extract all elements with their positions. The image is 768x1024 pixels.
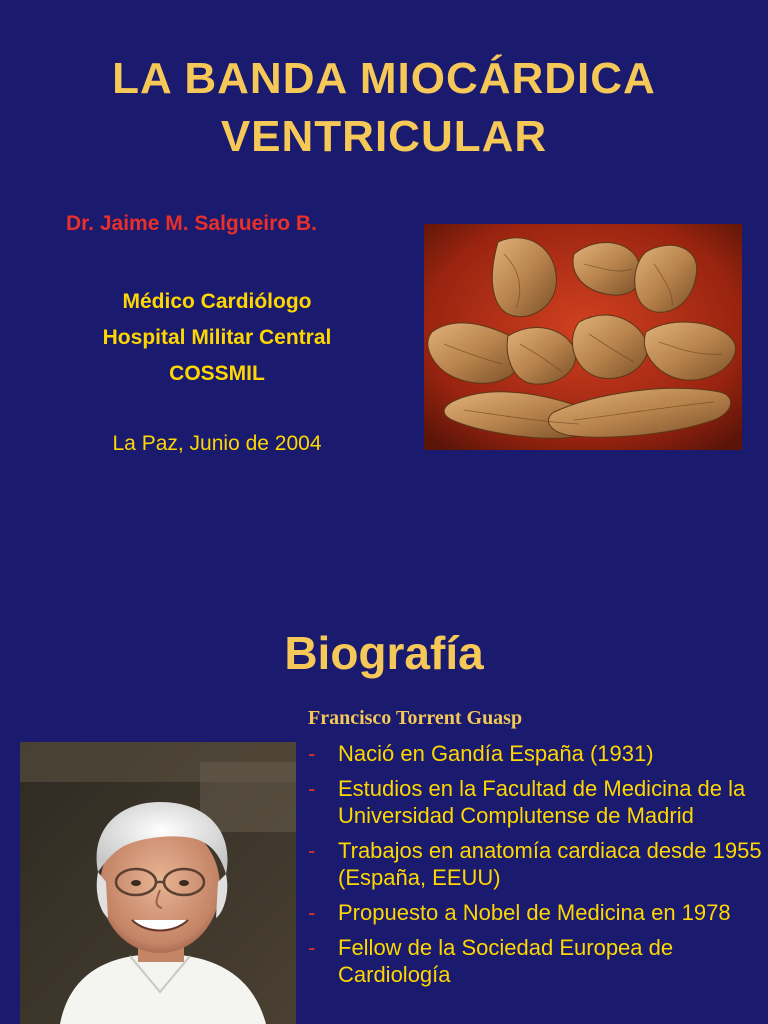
hospital-name: Hospital Militar Central [102, 326, 332, 349]
title-line-1: LA BANDA MIOCÁRDICA [112, 54, 656, 103]
portrait-photo [20, 742, 296, 1024]
list-item [308, 740, 768, 767]
author-name: Dr. Jaime M. Salgueiro B. [66, 212, 317, 235]
bullet-marker: - [308, 741, 316, 766]
bullet-marker: - [308, 776, 316, 801]
bullet-marker: - [308, 900, 316, 925]
organization-name: COSSMIL [169, 362, 265, 385]
list-item-text: Fellow de la Sociedad Europea de Cardiología [338, 935, 674, 987]
list-item-text: Trabajos en anatomía cardiaca desde 1955 (España, EEUU) [338, 838, 762, 890]
author-role: Médico Cardiólogo [122, 290, 312, 313]
biography-slide [0, 580, 768, 1024]
list-item-text: Propuesto a Nobel de Medicina en 1978 [338, 900, 731, 925]
subject-name: Francisco Torrent Guasp [308, 707, 523, 729]
list-item [308, 934, 768, 988]
heart-specimen-photo [424, 224, 742, 450]
presentation-title [0, 50, 768, 166]
list-item-text: Estudios en la Facultad de Medicina de la Universidad Complutense de Madrid [338, 776, 746, 828]
author-affiliation [42, 284, 392, 392]
bullet-marker: - [308, 838, 316, 863]
biography-title: Biografía [284, 627, 484, 679]
title-line-2: VENTRICULAR [220, 112, 548, 161]
list-item [308, 899, 768, 926]
list-item-text: Nació en Gandía España (1931) [338, 741, 654, 766]
biography-list [308, 740, 768, 996]
list-item [308, 837, 768, 891]
place-date: La Paz, Junio de 2004 [112, 432, 322, 455]
list-item [308, 775, 768, 829]
bullet-marker: - [308, 935, 316, 960]
